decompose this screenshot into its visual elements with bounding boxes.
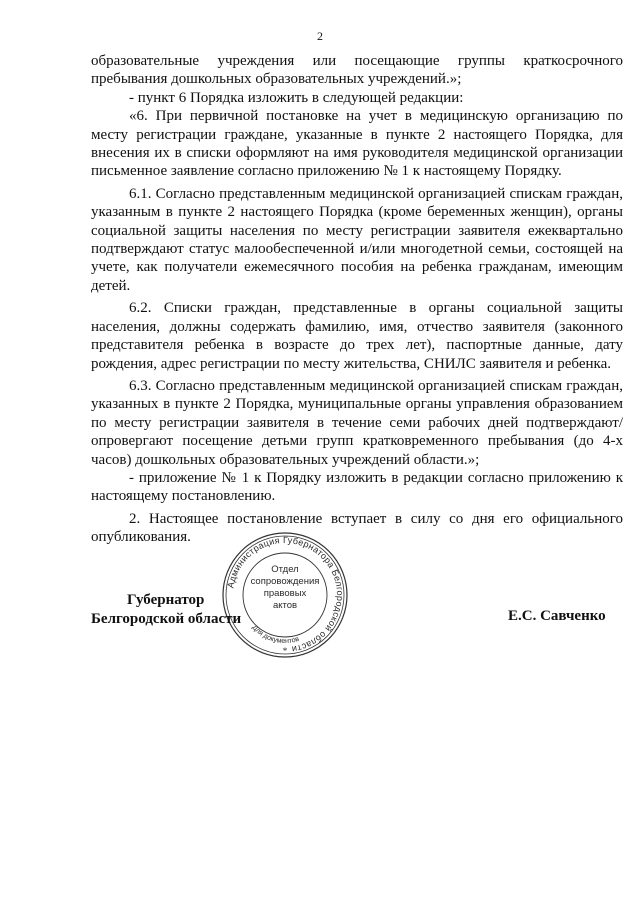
paragraph-6-1: 6.1. Согласно представленным медицинской организацией спискам граждан, указанным в пункте 2 настоящего Порядка (кроме беременных женщин), органы социальной защиты населения по месту регистрации заявителя ежеквартально подтверждают статус малообеспеченной и/или многодетной семьи, состоящей на учете, как получатели ежемесячного пособия на ребенка гражданам, имеющим детей.	[91, 185, 623, 294]
stamp-line-2: сопровождения	[250, 576, 320, 587]
signatory-title-line-1: Губернатор	[127, 592, 205, 608]
document-body	[91, 52, 623, 547]
signatory-title	[91, 591, 241, 629]
paragraph-continuation: образовательные учреждения или посещающие группы краткосрочного пребывания дошкольных образовательных учреждений.»;	[91, 53, 623, 88]
stamp-line-3: правовых	[263, 588, 307, 599]
svg-text:Для документов	[250, 624, 300, 645]
page-number: 2	[317, 29, 323, 43]
paragraph-amendment-point-6: - пункт 6 Порядка изложить в следующей редакции:	[129, 89, 464, 106]
paragraph-effective-date: 2. Настоящее постановление вступает в силу со дня его официального опубликования.	[91, 510, 623, 546]
stamp-line-4: актов	[272, 600, 298, 611]
signatory-title-line-2: Белгородской области	[91, 611, 242, 627]
stamp-star: *	[282, 646, 288, 656]
paragraph-6: «6. При первичной постановке на учет в медицинскую организацию по месту регистрации граждане, указанные в пункте 2 настоящего Порядка, для внесения их в списки оформляют на имя руководителя медицинской организации письменное заявление согласно приложению № 1 к настоящему Порядку.	[91, 108, 623, 180]
stamp-line-1: Отдел	[271, 564, 299, 575]
paragraph-6-2: 6.2. Списки граждан, представленные в органы социальной защиты населения, должны содержать фамилию, имя, отчество заявителя (законного представителя ребенка в возрасте до трех лет), паспортные данные, дату рождения, адрес регистрации по месту жительства, СНИЛС заявителя и ребенка.	[91, 300, 623, 372]
paragraph-appendix-amendment: - приложение № 1 к Порядку изложить в редакции согласно приложению к настоящему постановлению.	[91, 469, 623, 505]
paragraph-6-3: 6.3. Согласно представленным медицинской организацией спискам граждан, указанных в пункте 2 Порядка, муниципальные органы управления образованием по месту регистрации заявителя в течение семи рабочих дней подтверждают/опровергают посещение детьми групп кратковременного пребывания (до 4-х часов) дошкольных образовательных учреждений области.»;	[91, 377, 623, 468]
signatory-name: Е.С. Савченко	[508, 608, 606, 624]
stamp-ring-text: Администрация Губернатора Белгородской области	[225, 534, 346, 655]
stamp-bottom-text: Для документов	[250, 624, 301, 646]
